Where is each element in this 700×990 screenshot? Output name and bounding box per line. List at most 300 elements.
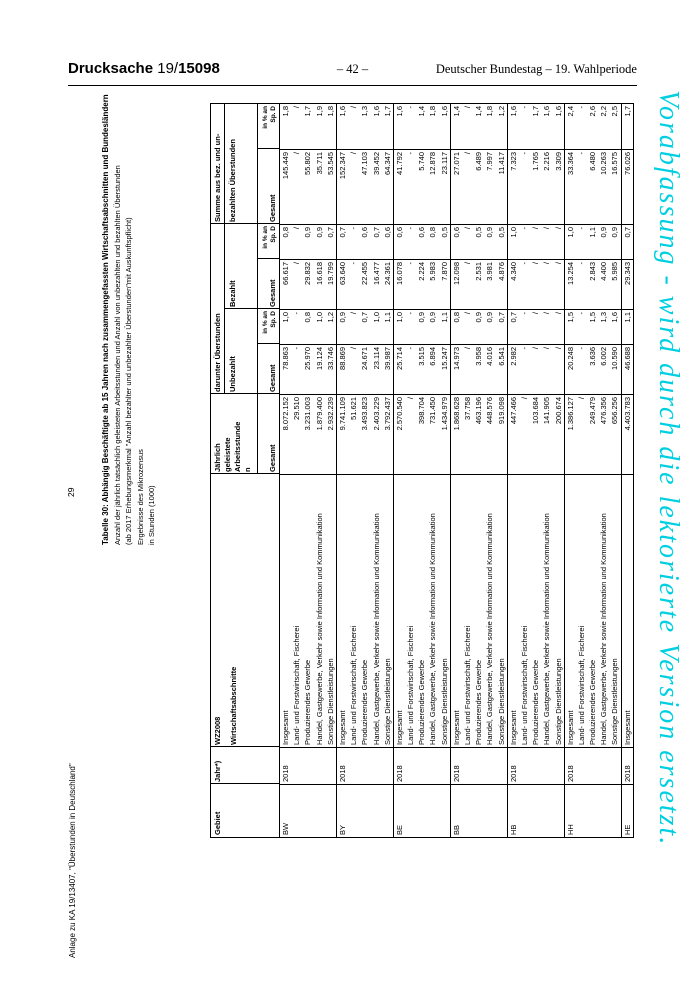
table-cell: 12.098 — [451, 259, 462, 309]
table-cell — [587, 784, 598, 837]
table-row — [302, 104, 313, 837]
table-cell — [416, 784, 427, 837]
table-cell: 2,6 — [588, 106, 598, 117]
table-row — [359, 104, 370, 837]
subheader-percent — [262, 311, 277, 343]
table-cell: 2.843 — [587, 259, 598, 309]
table-cell: - — [405, 259, 416, 309]
table-row — [371, 104, 382, 837]
table-cell: 2.570.540 — [394, 394, 405, 474]
table-cell: 29.832 — [302, 259, 313, 309]
table-cell: 51.621 — [348, 394, 359, 474]
table-cell: 1,1 — [622, 309, 633, 344]
subheader-percent-line2: Sp. D — [269, 106, 277, 123]
table-cell: 0,9 — [416, 309, 427, 344]
table-cell — [598, 747, 609, 784]
table-cell: 66.617 — [280, 259, 291, 309]
table-row — [405, 104, 416, 837]
table-title-block — [100, 94, 158, 545]
table-cell: 2018 — [337, 747, 348, 784]
table-cell: 1,6 — [553, 106, 563, 117]
table-cell: 37.758 — [462, 394, 473, 474]
header-rule — [68, 85, 637, 86]
table-cell: 0,7 — [359, 309, 370, 344]
table-cell: 2.932.239 — [325, 394, 336, 474]
table-cell: 78.863 — [280, 344, 291, 394]
subheader-gesamt: Gesamt — [268, 194, 277, 222]
table-cell: 4.876 — [496, 259, 507, 309]
divider — [211, 223, 279, 224]
table-cell: 2018 — [508, 747, 519, 784]
table-cell: 0,9 — [337, 309, 348, 344]
table-cell: / — [530, 309, 541, 344]
table-cell — [519, 747, 530, 784]
table-header — [211, 104, 279, 837]
divider — [211, 783, 279, 784]
table-cell — [541, 784, 552, 837]
drucksache-word: Drucksache — [68, 60, 154, 77]
table-cell: 8.072.152 — [280, 394, 291, 474]
table-cell: 10.263 — [598, 149, 609, 224]
divider — [257, 148, 279, 149]
table-row — [416, 104, 427, 837]
table-cell: 0,6 — [359, 224, 370, 259]
header-jaehrlich-arbeitsstunden: Jährlich geleistete Arbeitsstunden — [213, 421, 252, 472]
table-cell — [587, 747, 598, 784]
table-row — [621, 104, 633, 837]
table-cell — [439, 747, 450, 784]
table-cell: 3.515 — [416, 344, 427, 394]
table-cell: 1,0 — [394, 309, 405, 344]
table-cell: Land- und Forstwirtschaft, Fischerei — [519, 474, 530, 747]
table-cell: Produzierendes Gewerbe — [416, 474, 427, 747]
table-cell — [382, 784, 393, 837]
table-cell: / — [462, 149, 473, 224]
table-cell: 63.640 — [337, 259, 348, 309]
table-cell: 15.247 — [439, 344, 450, 394]
table-cell: 0,5 — [496, 224, 507, 259]
table-row — [587, 104, 598, 837]
table-cell: 1.386.127 — [565, 394, 576, 474]
table-cell: 0,9 — [302, 224, 313, 259]
table-row — [541, 104, 552, 837]
table-cell: 1,2 — [325, 309, 336, 344]
table-cell: / — [405, 394, 416, 474]
table-cell: 1,2 — [496, 106, 506, 117]
table-cell: 2.224 — [416, 259, 427, 309]
table-cell: 14.973 — [451, 344, 462, 394]
table-cell: 25.970 — [302, 344, 313, 394]
table-cell: - — [519, 149, 530, 224]
table-cell — [576, 747, 587, 784]
drucksache-number: 15098 — [178, 60, 220, 77]
table-cell: 1.434.979 — [439, 394, 450, 474]
table-cell: 2018 — [394, 747, 405, 784]
table-cell: - — [519, 344, 530, 394]
table-cell: 398.704 — [416, 394, 427, 474]
table-cell: - — [519, 259, 530, 309]
table-cell: 1,6 — [394, 106, 404, 117]
table-cell: 1,8 — [325, 106, 335, 117]
table-cell: 6.002 — [598, 344, 609, 394]
table-cell: / — [348, 344, 359, 394]
table-cell: - — [405, 309, 416, 344]
table-cell — [371, 747, 382, 784]
table-cell — [314, 747, 325, 784]
table-cell: 1,1 — [439, 309, 450, 344]
table-cell — [553, 784, 564, 837]
table-cell: 1,6 — [337, 106, 347, 117]
table-cell: 76.026 — [622, 149, 633, 224]
table-cell: - — [576, 309, 587, 344]
table-cell: 88.869 — [337, 344, 348, 394]
table-cell: 0,6 — [416, 224, 427, 259]
divider — [257, 343, 279, 344]
table-cell: 24.361 — [382, 259, 393, 309]
subheader-percent-line1: in % an — [262, 106, 269, 129]
table-cell: / — [530, 224, 541, 259]
table-cell: 1,4 — [474, 106, 484, 117]
table-cell: 35.711 — [314, 149, 325, 224]
subheader-gesamt: Gesamt — [268, 279, 277, 307]
table-cell: 1,6 — [508, 106, 518, 117]
table-cell — [325, 784, 336, 837]
table-row — [348, 104, 359, 837]
subheader-gesamt: Gesamt — [268, 444, 277, 472]
table-cell: 0,8 — [427, 224, 438, 259]
table-cell: Insgesamt — [622, 474, 633, 747]
subheader-percent — [262, 226, 277, 258]
table-row — [336, 104, 348, 837]
table-cell: 0,9 — [484, 309, 495, 344]
subheader-percent-line2: Sp. D — [269, 226, 277, 243]
table-cell: 0,5 — [473, 224, 484, 259]
table-cell: 0,8 — [302, 309, 313, 344]
table-cell: 1,9 — [314, 106, 324, 117]
table-cell: 1,4 — [417, 106, 427, 117]
table-cell: 1,5 — [565, 309, 576, 344]
header-jahr: Jahr*) — [213, 760, 222, 782]
table-cell: 2018 — [451, 747, 462, 784]
table-cell: 33.746 — [325, 344, 336, 394]
table-cell: 1.879.400 — [314, 394, 325, 474]
table-cell: 1,6 — [439, 106, 449, 117]
table-cell: 16.078 — [394, 259, 405, 309]
table-cell: Sonstige Dienstleistungen — [496, 474, 507, 747]
table-cell: 1,1 — [382, 309, 393, 344]
table-cell: 29.343 — [622, 259, 633, 309]
table-cell: / — [463, 106, 472, 109]
table-cell — [416, 747, 427, 784]
table-cell: 6.489 — [473, 149, 484, 224]
table-row — [462, 104, 473, 837]
table-cell: 1,7 — [622, 106, 632, 117]
table-cell: 47.103 — [359, 149, 370, 224]
table-cell: 1,0 — [314, 309, 325, 344]
table-cell: / — [291, 224, 302, 259]
table-cell: Handel, Gastgewerbe, Verkehr sowie Information und Kommunikation — [484, 474, 495, 747]
table-cell — [484, 784, 495, 837]
table-row — [576, 104, 587, 837]
table-cell: 3.981 — [484, 259, 495, 309]
table-cell — [598, 784, 609, 837]
table-cell: 7.870 — [439, 259, 450, 309]
table-cell: 1,8 — [428, 106, 438, 117]
table-cell: 1,8 — [281, 106, 290, 117]
table-subtitle-4: in Stunden (1000) — [147, 485, 156, 545]
table-row — [598, 104, 609, 837]
table-cell: 7.323 — [508, 149, 519, 224]
table-cell: 16.477 — [371, 259, 382, 309]
table-cell: Handel, Gastgewerbe, Verkehr sowie Information und Kommunikation — [598, 474, 609, 747]
table-cell: 9.741.109 — [337, 394, 348, 474]
table-cell: Handel, Gastgewerbe, Verkehr sowie Information und Kommunikation — [541, 474, 552, 747]
table-cell: 24.671 — [359, 344, 370, 394]
table-cell: 1,4 — [451, 106, 461, 117]
table-cell — [609, 784, 620, 837]
table-cell: Handel, Gastgewerbe, Verkehr sowie Information und Kommunikation — [427, 474, 438, 747]
table-cell: 0,9 — [473, 309, 484, 344]
table-cell: / — [541, 309, 552, 344]
table-cell: Handel, Gastgewerbe, Verkehr sowie Information und Kommunikation — [371, 474, 382, 747]
table-subtitle-1: Anzahl der jährlich tatsächlich geleisteten Arbeitsstunden und Anzahl von unbezahlten und bezahlten Überstunden — [112, 165, 122, 545]
table-cell: 103.684 — [530, 394, 541, 474]
header-summe-line1: Summe aus bez. und un- — [213, 133, 222, 222]
table-cell: Sonstige Dienstleistungen — [553, 474, 564, 747]
table-cell: 1,3 — [360, 106, 370, 117]
divider — [257, 104, 258, 474]
table-cell: / — [462, 309, 473, 344]
table-cell: 23.114 — [371, 344, 382, 394]
table-cell: 1,0 — [371, 309, 382, 344]
table-cell: 2,2 — [599, 106, 609, 117]
table-cell: 0,6 — [451, 224, 462, 259]
page-number: – 42 – — [336, 62, 369, 76]
table-cell — [382, 747, 393, 784]
table-row — [507, 104, 519, 837]
table-row — [609, 104, 620, 837]
table-cell: Insgesamt — [451, 474, 462, 747]
table-cell: 1,5 — [587, 309, 598, 344]
table-row — [382, 104, 393, 837]
table-cell: / — [530, 259, 541, 309]
table-cell — [609, 747, 620, 784]
table-cell — [291, 784, 302, 837]
table-cell: 4.016 — [484, 344, 495, 394]
table-cell — [359, 784, 370, 837]
table-cell: Sonstige Dienstleistungen — [439, 474, 450, 747]
table-cell: 0,7 — [371, 224, 382, 259]
table-cell — [302, 747, 313, 784]
table-cell: / — [462, 344, 473, 394]
table-cell: 0,9 — [484, 224, 495, 259]
table-cell: 0,9 — [314, 224, 325, 259]
table-cell — [291, 747, 302, 784]
subheader-percent-line1: in % an — [262, 226, 269, 249]
table-cell: BW — [280, 784, 291, 837]
table-cell: 5.983 — [427, 259, 438, 309]
table-cell — [496, 747, 507, 784]
subheader-gesamt: Gesamt — [268, 364, 277, 392]
table-cell: Insgesamt — [565, 474, 576, 747]
table-cell: 249.479 — [587, 394, 598, 474]
table-cell — [314, 784, 325, 837]
table-cell — [427, 747, 438, 784]
table-cell: Insgesamt — [280, 474, 291, 747]
table-cell: Land- und Forstwirtschaft, Fischerei — [462, 474, 473, 747]
table-row — [450, 104, 462, 837]
table-cell: 2.982 — [508, 344, 519, 394]
table-cell: / — [291, 149, 302, 224]
table-cell: - — [405, 149, 416, 224]
drucksache-number-prefix: 19/ — [157, 60, 179, 77]
header-summe-line2: bezahlten Überstunden — [228, 139, 237, 222]
annex-sheet-number: 29 — [66, 487, 76, 497]
table-row — [564, 104, 576, 837]
table-row — [291, 104, 302, 837]
divider — [211, 393, 279, 394]
table-cell: - — [348, 224, 359, 259]
table-cell: - — [291, 309, 302, 344]
table-cell: 1,7 — [303, 106, 313, 117]
table-cell: 0,7 — [325, 224, 336, 259]
table-cell: 33.364 — [565, 149, 576, 224]
table-cell: / — [553, 309, 564, 344]
table-cell: Insgesamt — [508, 474, 519, 747]
table-row — [530, 104, 541, 837]
header-wz2008: WZ2008 — [213, 716, 222, 745]
table-cell: 145.449 — [280, 149, 291, 224]
table-cell: 6.541 — [496, 344, 507, 394]
table-cell: 3.231.003 — [302, 394, 313, 474]
table-cell: 16.618 — [314, 259, 325, 309]
divider — [211, 746, 279, 747]
table-cell — [473, 784, 484, 837]
table-cell: BB — [451, 784, 462, 837]
table-cell: 64.347 — [382, 149, 393, 224]
table-cell: HB — [508, 784, 519, 837]
table-cell — [462, 747, 473, 784]
table-cell: / — [530, 344, 541, 394]
table-cell: 1,7 — [531, 106, 541, 117]
table-cell: 3.958 — [473, 344, 484, 394]
table-cell — [405, 784, 416, 837]
table-row — [519, 104, 530, 837]
table-cell: 0,7 — [337, 224, 348, 259]
table-cell: 4.340 — [508, 259, 519, 309]
divider — [257, 258, 279, 259]
table-cell — [405, 747, 416, 784]
table-cell: 4.403.783 — [622, 394, 633, 474]
table-cell: 0,9 — [609, 224, 620, 259]
table-cell: 152.347 — [337, 149, 348, 224]
table-cell: Land- und Forstwirtschaft, Fischerei — [576, 474, 587, 747]
table-cell: 6.480 — [587, 149, 598, 224]
table-cell: Land- und Forstwirtschaft, Fischerei — [405, 474, 416, 747]
annex-note: Anlage zu KA 19/13407, "Überstunden in Deutschland" — [68, 763, 77, 958]
table-cell: HH — [565, 784, 576, 837]
table-cell — [530, 747, 541, 784]
table-cell: 1,6 — [371, 106, 381, 117]
table-cell: Insgesamt — [337, 474, 348, 747]
table-cell: 3.792.437 — [382, 394, 393, 474]
table-cell: 55.802 — [302, 149, 313, 224]
table-cell: 12.878 — [427, 149, 438, 224]
table-cell: 1,6 — [609, 309, 620, 344]
table-cell: 27.071 — [451, 149, 462, 224]
table-cell — [302, 784, 313, 837]
table-cell: 22.455 — [359, 259, 370, 309]
table-cell: 2,5 — [610, 106, 620, 117]
table-cell: - — [576, 259, 587, 309]
table-cell: / — [462, 224, 473, 259]
table-cell: BE — [394, 784, 405, 837]
subheader-percent-line1: in % an — [262, 311, 269, 334]
table-cell: Sonstige Dienstleistungen — [325, 474, 336, 747]
table-cell: 0,6 — [394, 224, 405, 259]
table-cell: 1.868.628 — [451, 394, 462, 474]
table-cell: 0,8 — [280, 224, 291, 259]
table-cell — [473, 747, 484, 784]
header-gebiet: Gebiet — [213, 811, 222, 835]
table-cell: Produzierendes Gewerbe — [530, 474, 541, 747]
header-darunter-ueberstunden: darunter Überstunden — [213, 313, 222, 392]
table-cell: 46.688 — [622, 344, 633, 394]
table-cell — [519, 784, 530, 837]
table-row — [393, 104, 405, 837]
table-cell — [496, 784, 507, 837]
table-cell: 1,8 — [485, 106, 495, 117]
table-cell: Insgesamt — [394, 474, 405, 747]
table-cell — [439, 784, 450, 837]
header-unbezahlt: Unbezahlt — [228, 356, 237, 392]
data-table — [210, 103, 634, 838]
table-cell: - — [519, 309, 530, 344]
table-cell: 0,9 — [598, 224, 609, 259]
table-cell: 23.117 — [439, 149, 450, 224]
table-cell: 19.799 — [325, 259, 336, 309]
table-cell: 16.575 — [609, 149, 620, 224]
table-cell: 53.545 — [325, 149, 336, 224]
table-cell: Produzierendes Gewerbe — [587, 474, 598, 747]
table-cell: / — [576, 394, 587, 474]
table-row — [484, 104, 495, 837]
table-cell: - — [576, 344, 587, 394]
table-subtitle-2: (ab 2017 Erhebungsmerkmal "Anzahl bezahlter und unbezahlter Überstunden"mit Auskunftspflicht) — [124, 217, 133, 545]
table-row — [439, 104, 450, 837]
table-cell: 1,1 — [587, 224, 598, 259]
table-row — [496, 104, 507, 837]
table-row — [473, 104, 484, 837]
table-cell: 25.714 — [394, 344, 405, 394]
table-cell: Sonstige Dienstleistungen — [382, 474, 393, 747]
table-cell: - — [576, 149, 587, 224]
header-wirtschaftsabschnitte: Wirtschaftsabschnitte — [229, 666, 238, 745]
table-cell: 3.636 — [587, 344, 598, 394]
table-cell: Land- und Forstwirtschaft, Fischerei — [291, 474, 302, 747]
table-cell: 2.216 — [541, 149, 552, 224]
table-body — [279, 104, 633, 837]
table-cell: 656.256 — [609, 394, 620, 474]
table-cell: 0,5 — [439, 224, 450, 259]
table-cell — [576, 784, 587, 837]
table-row — [314, 104, 325, 837]
table-row — [279, 104, 291, 837]
table-cell: 6.894 — [427, 344, 438, 394]
table-cell: 39.987 — [382, 344, 393, 394]
table-cell: / — [291, 259, 302, 309]
table-cell: / — [553, 344, 564, 394]
